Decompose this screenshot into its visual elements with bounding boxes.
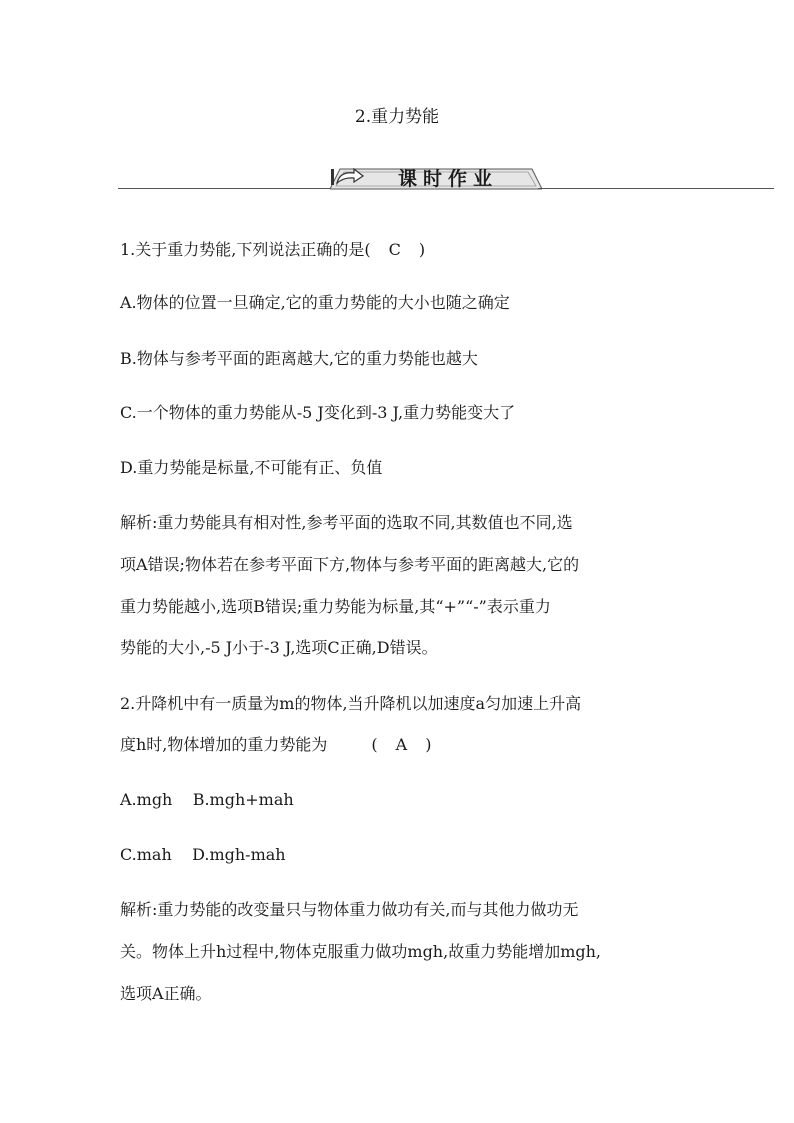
question-1-option-d: D.重力势能是标量,不可能有正、负值 (120, 458, 383, 477)
question-2-options-cd: C.mah D.mgh-mah (120, 845, 286, 864)
question-1-option-a: A.物体的位置一旦确定,它的重力势能的大小也随之确定 (120, 293, 510, 312)
question-2-stem-text: 度h时,物体增加的重力势能为 (120, 735, 328, 754)
question-1-analysis-line: 解析:重力势能具有相对性,参考平面的选取不同,其数值也不同,选 (120, 513, 573, 532)
page-arrow-icon (330, 167, 366, 187)
question-2-open: ( (371, 735, 378, 754)
question-1-stem (120, 240, 680, 260)
page-title: 2.重力势能 (354, 107, 440, 127)
question-1-close: ) (418, 240, 426, 259)
question-1-option-c: C.一个物体的重力势能从-5 J变化到-3 J,重力势能变大了 (120, 403, 516, 422)
question-2-stem-line (120, 735, 680, 755)
banner-tab (330, 167, 542, 191)
question-1-analysis-line: 重力势能越小,选项B错误;重力势能为标量,其“+”“-”表示重力 (120, 597, 551, 616)
question-2-options-ab: A.mgh B.mgh+mah (120, 790, 294, 809)
question-1-analysis-line: 项A错误;物体若在参考平面下方,物体与参考平面的距离越大,它的 (120, 555, 580, 574)
section-banner (118, 167, 774, 197)
question-2-analysis-line: 解析:重力势能的改变量只与物体重力做功有关,而与其他力做功无 (120, 900, 579, 919)
banner-rule-right (538, 188, 774, 189)
question-2-answer: A (395, 735, 408, 754)
banner-label: 课时作业 (398, 168, 499, 190)
question-1-analysis-line: 势能的大小,-5 J小于-3 J,选项C正确,D错误。 (120, 638, 438, 657)
question-2-stem-line: 2.升降机中有一质量为m的物体,当升降机以加速度a匀加速上升高 (120, 694, 582, 713)
question-1-option-b: B.物体与参考平面的距离越大,它的重力势能也越大 (120, 349, 478, 368)
question-2-close: ) (425, 735, 432, 754)
question-1-answer: C (388, 240, 401, 259)
question-1-stem-text: 1.关于重力势能,下列说法正确的是( (120, 240, 371, 259)
banner-rule-left (118, 188, 334, 189)
question-2-analysis-line: 关。物体上升h过程中,物体克服重力做功mgh,故重力势能增加mgh, (120, 942, 602, 961)
question-2-analysis-line: 选项A正确。 (120, 984, 212, 1003)
